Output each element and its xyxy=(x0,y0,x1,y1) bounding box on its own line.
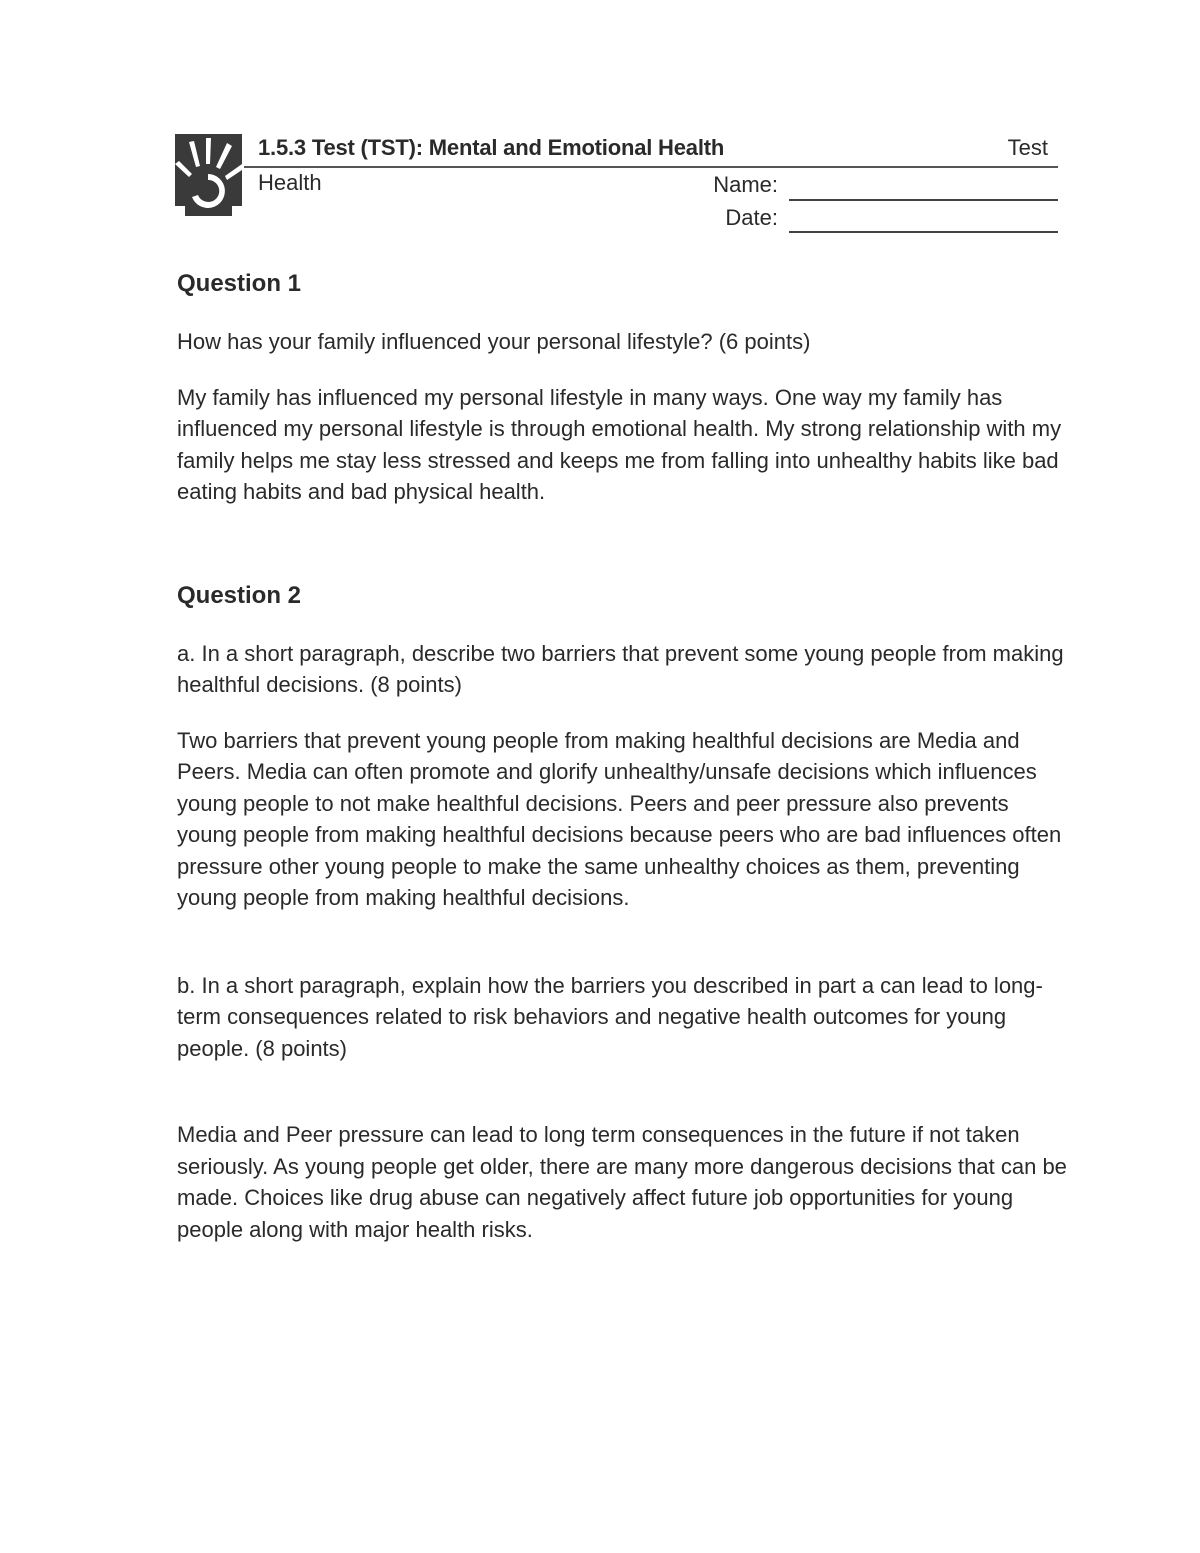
question-1-prompt: How has your family influenced your personal lifestyle? (6 points) xyxy=(177,329,811,354)
question-2b-prompt: b. In a short paragraph, explain how the barriers you described in part a can lead to long-term consequences related to risk behaviors and negative health outcomes for young people. (8 points) xyxy=(177,972,1043,1061)
question-1-answer: My family has influenced my personal lifestyle in many ways. One way my family has influenced my personal lifestyle is through emotional health. My strong relationship with my family helps me stay less stressed and keeps me from falling into unhealthy habits like bad eating habits and bad physical health. xyxy=(177,384,1062,504)
document-title: 1.5.3 Test (TST): Mental and Emotional Health xyxy=(258,135,725,160)
header-divider xyxy=(244,166,1058,168)
question-1-title: Question 1 xyxy=(177,270,302,297)
name-field-line[interactable] xyxy=(789,199,1058,201)
question-2b-answer: Media and Peer pressure can lead to long term consequences in the future if not taken seriously. As young people get older, there are many more dangerous decisions that can be made. Choices like drug abuse can negatively affect future job opportunities for young people along with major health risks. xyxy=(177,1122,1067,1242)
document-type: Test xyxy=(1007,135,1048,160)
lightbulb-logo-icon xyxy=(175,134,242,216)
question-2a-answer: Two barriers that prevent young people from making healthful decisions are Media and Peers. Media can often promote and glorify unhealthy/unsafe decisions which influences young people to not make healthful decisions. Peers and peer pressure also prevents young people from making healthful decisions because peers who are bad influences often pressure other young people to make the same unhealthy choices as them, preventing young people from making healthful decisions. xyxy=(177,727,1062,910)
name-label: Name: xyxy=(713,172,778,197)
date-label: Date: xyxy=(725,205,778,230)
test-content xyxy=(177,268,1067,1245)
subject-label: Health xyxy=(258,170,322,195)
question-2a-prompt: a. In a short paragraph, describe two barriers that prevent some young people from making healthful decisions. (8 points) xyxy=(177,640,1064,697)
date-field-line[interactable] xyxy=(789,231,1058,233)
question-2-title: Question 2 xyxy=(177,581,302,609)
